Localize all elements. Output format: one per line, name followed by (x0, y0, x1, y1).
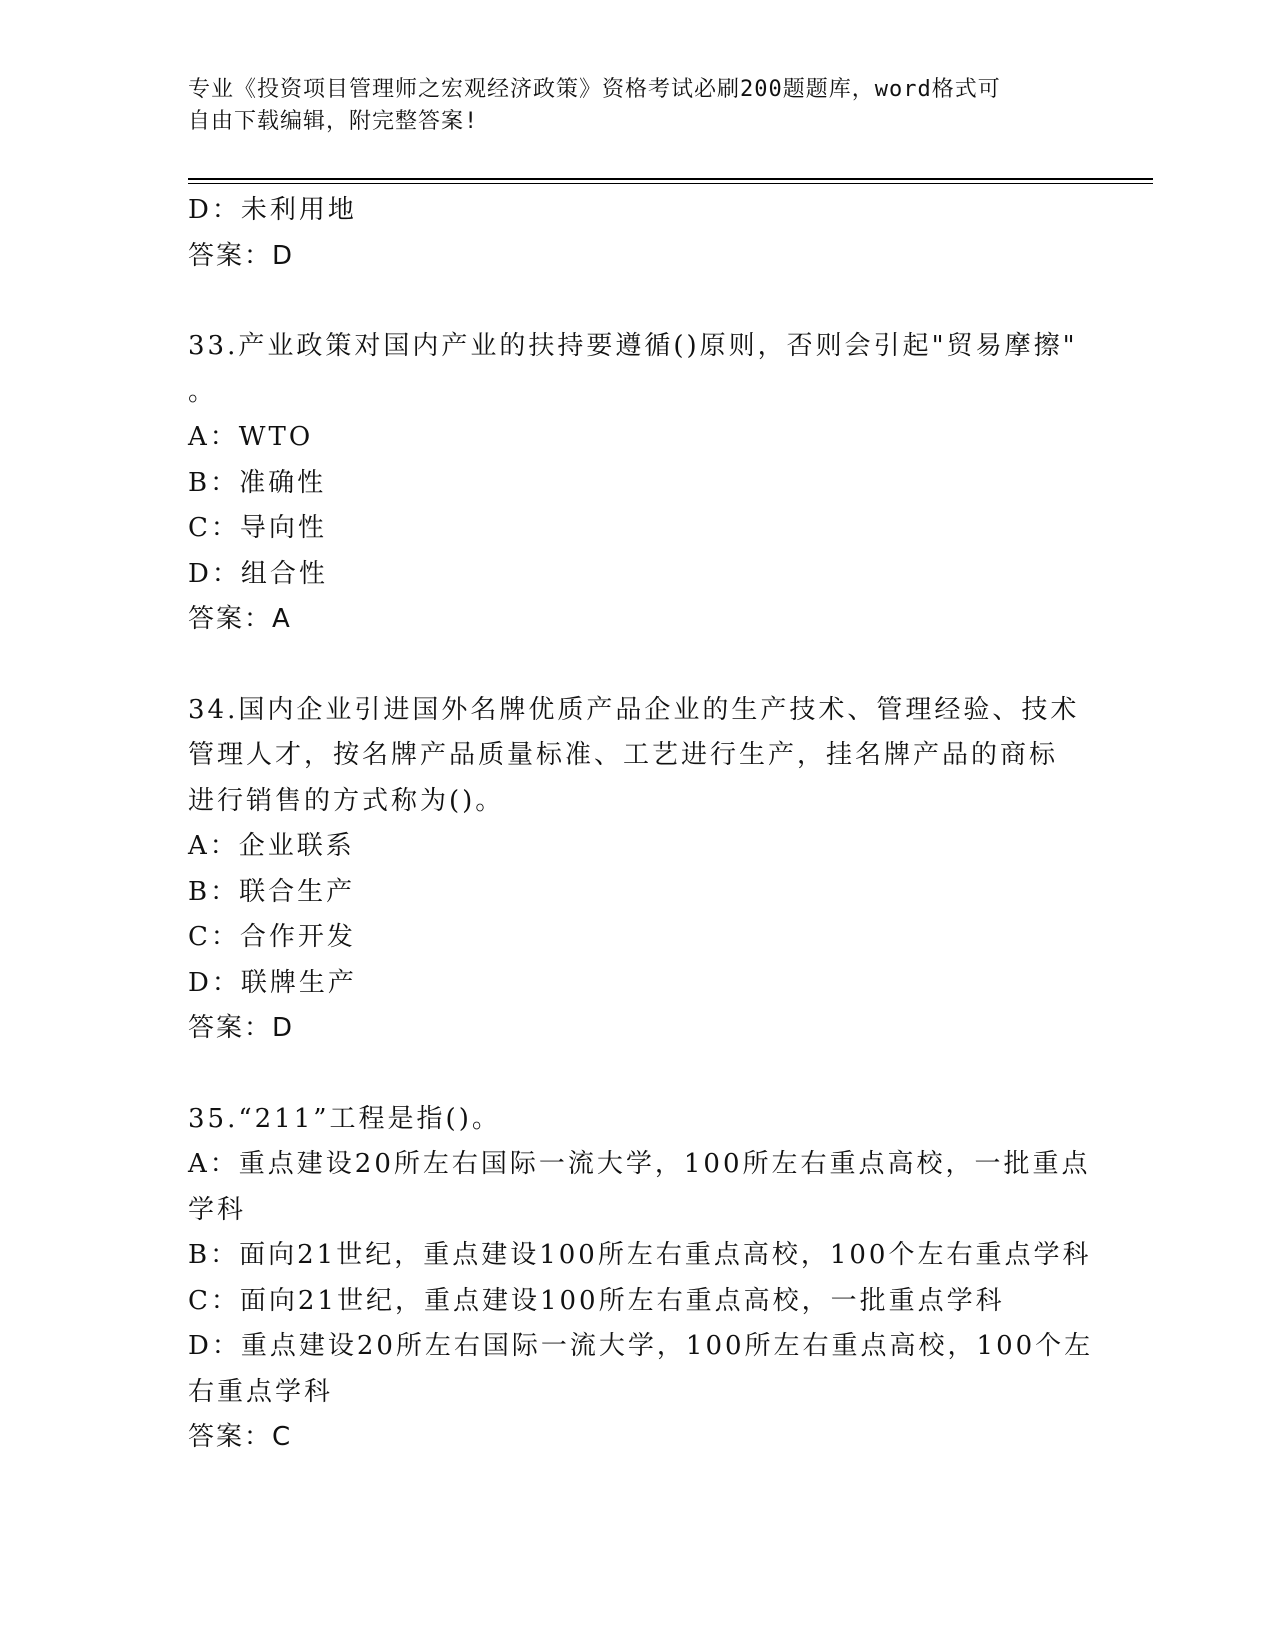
header-line-1: 专业《投资项目管理师之宏观经济政策》资格考试必刷200题题库，word格式可 (188, 77, 1001, 102)
document-body (188, 188, 1094, 1461)
header-divider-thick (188, 178, 1153, 180)
question-text: 34.国内企业引进国外名牌优质产品企业的生产技术、管理经验、技术 (188, 694, 1080, 725)
option-c: C：合作开发 (188, 922, 356, 952)
question-text-continuation: 。 (188, 376, 218, 407)
option-c: C：面向21世纪，重点建设100所左右重点高校，一批重点学科 (188, 1285, 1005, 1316)
option-d: D：重点建设20所左右国际一流大学，100所左右重点高校，100个左 (188, 1331, 1094, 1361)
answer-line: 答案：D (188, 1013, 295, 1043)
document-header (188, 74, 1068, 138)
question-34 (188, 688, 1088, 1052)
previous-question-tail (188, 188, 1088, 279)
question-33 (188, 324, 1088, 643)
question-text-continuation: 管理人才，按名牌产品质量标准、工艺进行生产，挂名牌产品的商标 (188, 740, 1059, 770)
option-c: C：导向性 (188, 513, 327, 543)
answer-line: 答案：D (188, 240, 295, 271)
option-d: D：联牌生产 (188, 967, 357, 998)
question-text: 35.“211”工程是指()。 (188, 1103, 501, 1134)
option-a: A：企业联系 (188, 831, 355, 861)
option-a: A：WTO (188, 422, 314, 452)
header-divider-thin (188, 183, 1153, 184)
option-b: B：联合生产 (188, 876, 356, 907)
option-d: D：未利用地 (188, 195, 357, 225)
answer-line: 答案：C (188, 1422, 293, 1452)
option-b: B：面向21世纪，重点建设100所左右重点高校，100个左右重点学科 (188, 1240, 1092, 1270)
option-a: A：重点建设20所左右国际一流大学，100所左右重点高校，一批重点 (188, 1149, 1091, 1179)
question-text-continuation: 进行销售的方式称为()。 (188, 785, 505, 816)
option-d-continuation: 右重点学科 (188, 1376, 334, 1407)
header-line-2: 自由下载编辑，附完整答案! (188, 109, 479, 134)
answer-line: 答案：A (188, 604, 292, 634)
option-d: D：组合性 (188, 558, 328, 589)
option-a-continuation: 学科 (188, 1194, 247, 1225)
option-b: B：准确性 (188, 467, 327, 498)
question-text: 33.产业政策对国内产业的扶持要遵循()原则，否则会引起"贸易摩擦" (188, 331, 1078, 361)
question-35 (188, 1097, 1094, 1461)
